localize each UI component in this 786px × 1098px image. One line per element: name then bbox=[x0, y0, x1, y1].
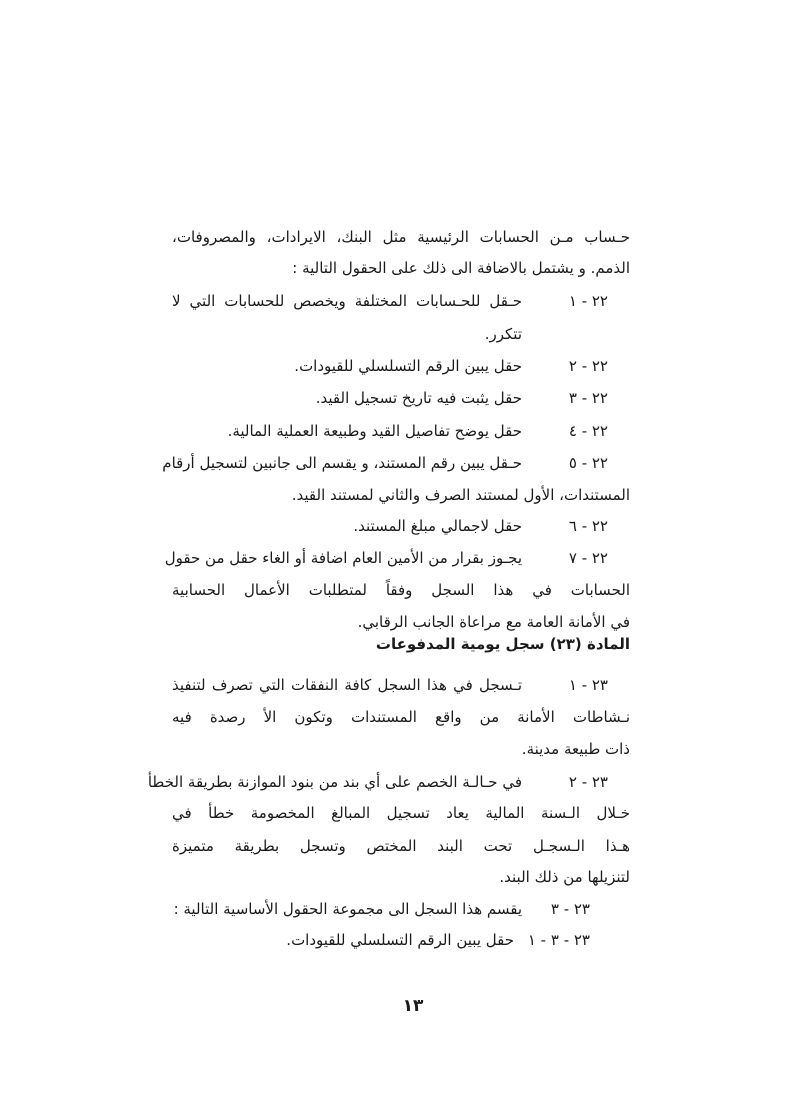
page-number: ١٣ bbox=[402, 996, 424, 1016]
item-number: ٢٣ - ٢ bbox=[568, 773, 608, 791]
item-text: خـلال الـسنة المالية يعاد تسجيل المبالغ المخصومة خطأ في bbox=[172, 804, 630, 822]
item-text: المستندات، الأول لمستند الصرف والثاني لمستند القيد. bbox=[291, 486, 630, 504]
item-number: ٢٢ - ٤ bbox=[568, 422, 608, 440]
item-text: في حـالـة الخصم على أي بند من بنود الموازنة بطريقة الخطأ bbox=[147, 773, 522, 791]
item-number: ٢٢ - ٣ bbox=[568, 389, 608, 407]
item-text: حقل يوضح تفاصيل القيد وطبيعة العملية المالية. bbox=[227, 422, 522, 440]
item-number: ٢٣ - ٣ bbox=[550, 900, 590, 918]
item-number: ٢٢ - ٢ bbox=[568, 357, 608, 375]
item-text: هـذا الـسجـل تحت البند المختص وتسجل بطريقة متميزة bbox=[172, 837, 630, 855]
item-text: نـشاطات الأمانة من واقع المستندات وتكون الأ رصدة فيه bbox=[172, 708, 630, 726]
item-text: حـقل للحـسابات المختلفة ويخصص للحسابات التي لا bbox=[172, 292, 522, 310]
item-number: ٢٣ - ١ bbox=[568, 676, 608, 694]
item-number: ٢٢ - ١ bbox=[568, 292, 608, 310]
item-number: ٢٢ - ٦ bbox=[568, 517, 608, 535]
item-text: تتكرر. bbox=[484, 325, 522, 343]
item-number: ٢٢ - ٧ bbox=[568, 549, 608, 567]
item-text: حـقل يبين رقم المستند، و يقسم الى جانبين لتسجيل أرقام bbox=[162, 454, 522, 472]
item-text: حقل لاجمالي مبلغ المستند. bbox=[353, 517, 522, 535]
intro-line: حـساب مـن الحسابات الرئيسية مثل البنك، الايرادات، والمصروفات، bbox=[172, 228, 630, 246]
item-text: تـسجل في هذا السجل كافة النفقات التي تصرف لتنفيذ bbox=[172, 676, 522, 694]
item-text: في الأمانة العامة مع مراعاة الجانب الرقابي. bbox=[357, 613, 630, 631]
item-text: الحسابات في هذا السجل وفقاً لمتطلبات الأعمال الحسابية bbox=[172, 581, 630, 599]
item-text: حقل يثبت فيه تاريخ تسجيل القيد. bbox=[315, 389, 522, 407]
subitem-text: حقل يبين الرقم التسلسلي للقيودات. bbox=[286, 931, 514, 949]
article-heading: المادة (٢٣) سجل يومية المدفوعات bbox=[375, 635, 630, 653]
item-number: ٢٢ - ٥ bbox=[568, 454, 608, 472]
item-text: ذات طبيعة مدينة. bbox=[521, 740, 630, 758]
item-text: حقل يبين الرقم التسلسلي للقيودات. bbox=[294, 357, 522, 375]
intro-line: الذمم. و يشتمل بالاضافة الى ذلك على الحقول التالية : bbox=[292, 259, 630, 277]
item-text: يجـوز بقرار من الأمين العام اضافة أو الغاء حقل من حقول bbox=[164, 549, 522, 567]
item-text: لتنزيلها من ذلك البند. bbox=[499, 868, 630, 886]
subitem-number: ٢٣ - ٣ - ١ bbox=[527, 931, 590, 949]
item-text: يقسم هذا السجل الى مجموعة الحقول الأساسية التالية : bbox=[173, 900, 522, 918]
